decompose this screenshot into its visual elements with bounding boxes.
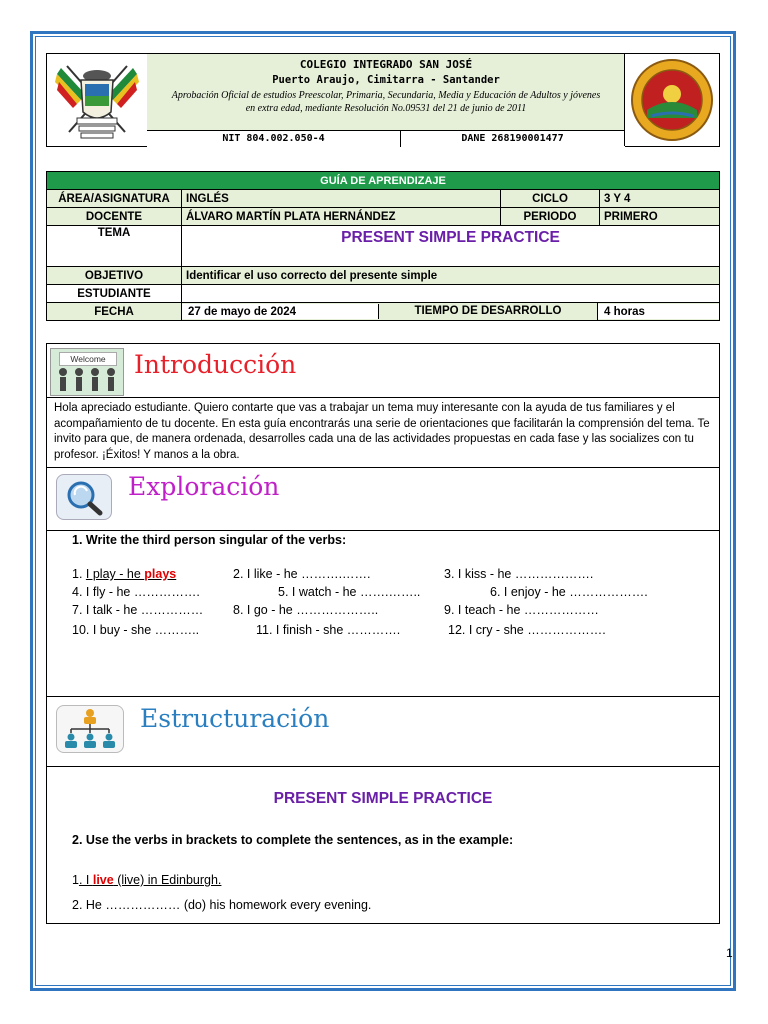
guide-title: GUÍA DE APRENDIZAJE <box>47 172 720 190</box>
tiempo-label: TIEMPO DE DESARROLLO <box>379 303 598 320</box>
question-1: 1. Write the third person singular of the verbs: <box>72 533 347 547</box>
tiempo-value: 4 horas <box>598 304 719 319</box>
objetivo-label: OBJETIVO <box>47 267 182 285</box>
item-number: 1 <box>72 873 79 887</box>
item-number: 1. <box>72 567 86 581</box>
magnifier-icon <box>56 474 112 520</box>
page-number: 1 <box>726 946 733 960</box>
example-underlined <box>86 567 176 581</box>
approval-line-1: Aprobación Oficial de estudios Preescolar, Primaria, Secundaria, Media y Educación de Adultos y jóvenes <box>171 90 601 101</box>
school-crest-logo <box>47 54 148 146</box>
guide-info-table <box>46 171 720 321</box>
santander-seal-logo <box>624 54 719 146</box>
exercise-item-2: 2. I like - he ……….……. <box>233 567 371 581</box>
example-underlined <box>79 873 221 887</box>
exercise-item-7: 7. I talk - he …………… <box>72 603 204 617</box>
header-titles <box>147 54 625 130</box>
example-text: . I <box>78 873 93 887</box>
tema-label: TEMA <box>47 226 182 267</box>
exercise-item-1 <box>72 567 176 581</box>
area-label: ÁREA/ASIGNATURA <box>47 190 182 208</box>
intro-text: Hola apreciado estudiante. Quiero contarte que vas a trabajar un tema muy interesante con la ayuda de tus familiares y el acompañamiento de tu docente. En esta guía encontrarás una serie de orientaciones que facilitarán la comprensión del tema. Te invito para que, de manera ordenada, desarrolles cada una de las actividades propuestas en cada fase y las socializes con tu profesor. ¡Éxitos! Y manos a la obra. <box>54 402 710 461</box>
welcome-icon <box>50 348 124 396</box>
divider <box>46 530 720 531</box>
example-text: I play - he <box>85 567 145 581</box>
example-answer: live <box>92 873 114 887</box>
org-chart-icon <box>56 705 124 753</box>
sentence-item-2: 2. He ……………… (do) his homework every evening. <box>72 898 372 912</box>
exercise-item-6: 6. I enjoy - he ………………. <box>490 585 648 599</box>
divider <box>46 696 720 697</box>
exercise-item-11: 11. I finish - she …………. <box>256 623 401 637</box>
objetivo-value: Identificar el uso correcto del presente simple <box>182 267 720 285</box>
estructuracion-title: Estructuración <box>140 704 330 733</box>
divider <box>46 766 720 767</box>
example-answer: plays <box>144 567 177 581</box>
divider <box>46 397 720 398</box>
area-value: INGLÉS <box>182 190 501 208</box>
estudiante-label: ESTUDIANTE <box>47 285 182 303</box>
exercise-item-5: 5. I watch - he …….…….. <box>278 585 421 599</box>
exploracion-title: Exploración <box>128 472 280 501</box>
present-simple-heading: PRESENT SIMPLE PRACTICE <box>273 790 493 807</box>
fecha-row <box>182 303 720 321</box>
dane-number: DANE 268190001477 <box>461 133 564 144</box>
exercise-item-10: 10. I buy - she ……….. <box>72 623 200 637</box>
id-row <box>147 130 625 147</box>
approval-line-2: en extra edad, mediante Resolución No.09531 del 21 de junio de 2011 <box>245 103 527 114</box>
welcome-sign: Welcome <box>59 352 117 366</box>
exercise-item-4: 4. I fly - he ……………. <box>72 585 200 599</box>
periodo-value: PRIMERO <box>600 208 720 226</box>
periodo-label: PERIODO <box>501 208 600 226</box>
school-name: COLEGIO INTEGRADO SAN JOSÉ <box>299 58 473 71</box>
fecha-value: 27 de mayo de 2024 <box>182 304 379 319</box>
exercise-item-12: 12. I cry - she ………………. <box>448 623 606 637</box>
sentence-item-1 <box>72 873 221 887</box>
question-2: 2. Use the verbs in brackets to complete the sentences, as in the example: <box>72 833 514 847</box>
estudiante-value[interactable] <box>182 285 720 303</box>
ciclo-label: CICLO <box>501 190 600 208</box>
exercise-item-8: 8. I go - he ……………….. <box>233 603 379 617</box>
example-text: (live) in Edinburgh. <box>113 873 222 887</box>
divider <box>46 467 720 468</box>
docente-value: ÁLVARO MARTÍN PLATA HERNÁNDEZ <box>182 208 501 226</box>
fecha-label: FECHA <box>47 303 182 321</box>
tema-value: PRESENT SIMPLE PRACTICE <box>182 226 720 267</box>
exercise-item-9: 9. I teach - he ……………… <box>444 603 599 617</box>
docente-label: DOCENTE <box>47 208 182 226</box>
intro-title: Introducción <box>134 350 297 379</box>
school-location: Puerto Araujo, Cimitarra - Santander <box>272 74 500 86</box>
ciclo-value: 3 Y 4 <box>600 190 720 208</box>
exercise-item-3: 3. I kiss - he ………………. <box>444 567 594 581</box>
nit-number: NIT 804.002.050-4 <box>147 131 401 147</box>
school-header <box>46 53 720 147</box>
